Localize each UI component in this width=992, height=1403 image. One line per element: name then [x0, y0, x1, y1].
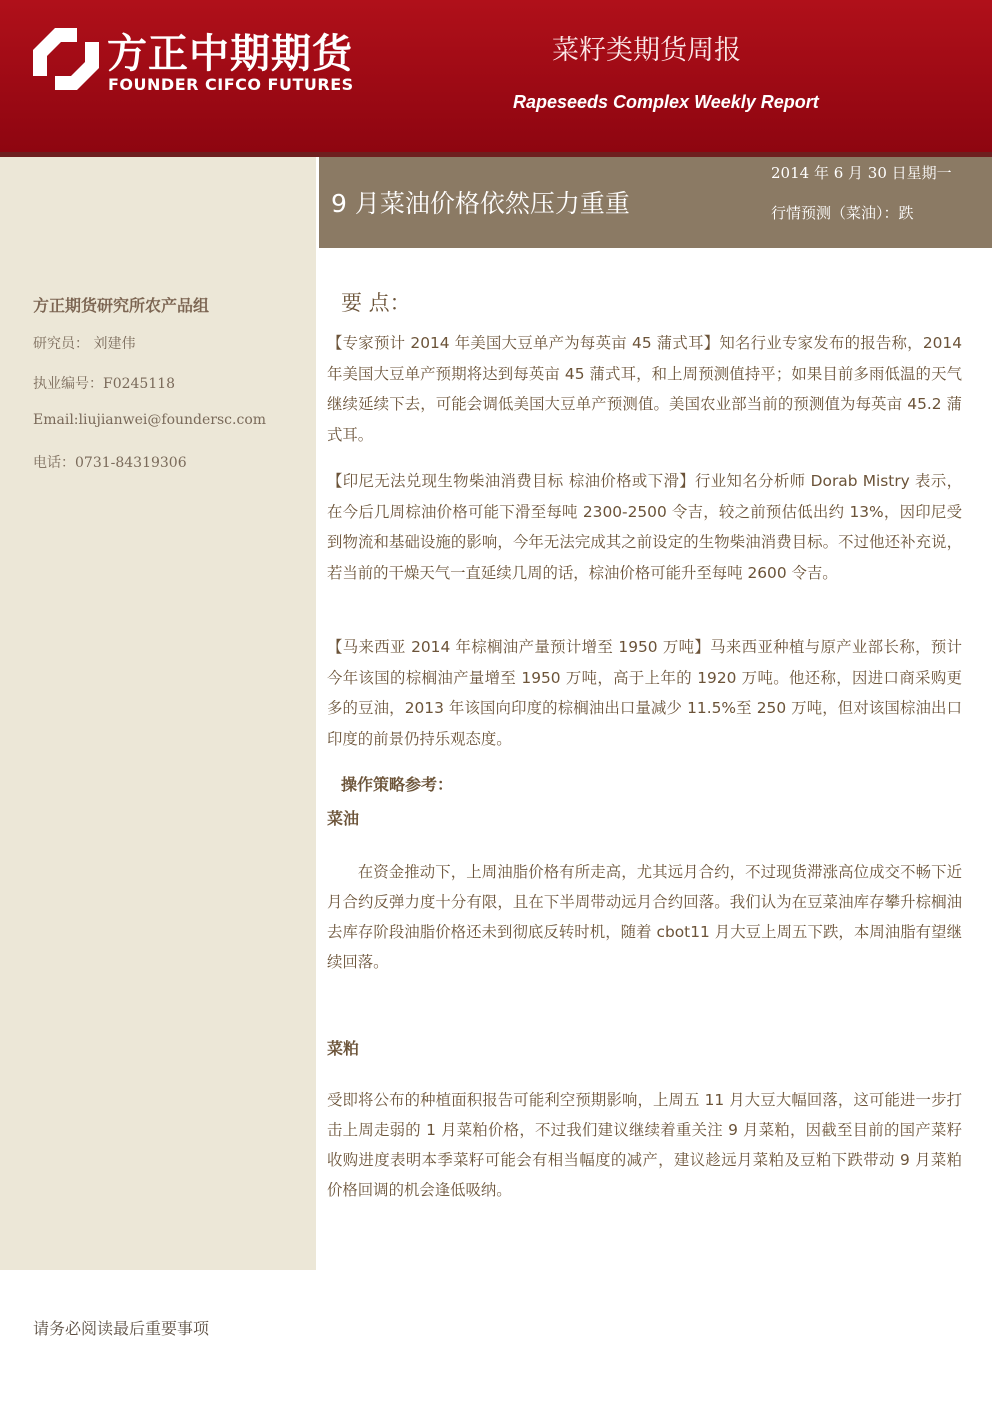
market-forecast: 行情预测（菜油）：跌 [771, 204, 914, 222]
news-paragraph: 【专家预计 2014 年美国大豆单产为每英亩 45 蒲式耳】知名行业专家发布的报告称，2014 年美国大豆单产预期将达到每英亩 45 蒲式耳，和上周预测值持平；如果目前多雨低温的天气继续延续下去，可能会调低美国大豆单产预测值。美国农业部当前的预测值为每英亩 45.2 蒲式耳。 [327, 334, 962, 444]
rapeseed-oil-label: 菜油 [327, 809, 360, 828]
research-team: 方正期货研究所农产品组 [33, 296, 210, 315]
researcher-name: 研究员： 刘建伟 [33, 336, 136, 352]
rapeseed-oil-analysis: 在资金推动下，上周油脂价格有所走高，尤其远月合约，不过现货滞涨高位成交不畅下近月合约反弹力度十分有限，且在下半周带动远月合约回落。我们认为在豆菜油库存攀升棕榈油去库存阶段油脂价格还未到彻底反转时机，随着 cbot11 月大豆上周五下跌，本周油脂有望继续回落。 [327, 863, 962, 971]
disclaimer-notice: 请务必阅读最后重要事项 [33, 1319, 210, 1338]
news-paragraph: 【马来西亚 2014 年棕榈油产量预计增至 1950 万吨】马来西亚种植与原产业部长称，预计今年该国的棕榈油产量增至 1950 万吨，高于上年的 1920 万吨。他还称，因进口商采购更多的豆油，2013 年该国向印度的棕榈油出口量减少 11.5%至 250 万吨，但对该国棕油出口印度的前景仍持乐观态度。 [327, 638, 962, 748]
news-paragraph: 【印尼无法兑现生物柴油消费目标 棕油价格或下滑】行业知名分析师 Dorab Mistry 表示，在今后几周棕油价格可能下滑至每吨 2300-2500 令吉，较之前预估低出约 13%，因印尼受到物流和基础设施的影响，今年无法完成其之前设定的生物柴油消费目标。不过他还补充说，若当前的干燥天气一直延续几周的话，棕油价格可能升至每吨 2600 令吉。 [327, 472, 962, 582]
company-logo-en: FOUNDER CIFCO FUTURES [108, 75, 354, 94]
contact-email: Email:liujianwei@foundersc.com [33, 412, 267, 428]
key-points-heading: 要 点： [341, 291, 411, 315]
report-header [0, 0, 992, 157]
report-title-en: Rapeseeds Complex Weekly Report [513, 92, 819, 112]
title-bar [319, 157, 992, 248]
company-logo-cn: 方正中期期货 [107, 31, 353, 77]
report-date: 2014 年 6 月 30 日星期一 [771, 164, 952, 182]
contact-phone: 电话：0731-84319306 [33, 455, 187, 471]
rapeseed-meal-label: 菜粕 [327, 1039, 360, 1058]
license-number: 执业编号：F0245118 [33, 376, 176, 392]
rapeseed-meal-analysis: 受即将公布的种植面积报告可能利空预期影响，上周五 11 月大豆大幅回落，这可能进一步打击上周走弱的 1 月菜粕价格，不过我们建议继续着重关注 9 月菜粕，因截至目前的国产菜籽收购进度表明本季菜籽可能会有相当幅度的减产，建议趁远月菜粕及豆粕下跌带动 9 月菜粕价格回调的机会逢低吸纳。 [327, 1091, 962, 1199]
sidebar [0, 157, 316, 1270]
founder-logo-icon [33, 28, 99, 90]
report-title-cn: 菜籽类期货周报 [552, 35, 741, 66]
strategy-heading: 操作策略参考： [341, 775, 454, 794]
page-title: 9 月菜油价格依然压力重重 [331, 189, 630, 218]
